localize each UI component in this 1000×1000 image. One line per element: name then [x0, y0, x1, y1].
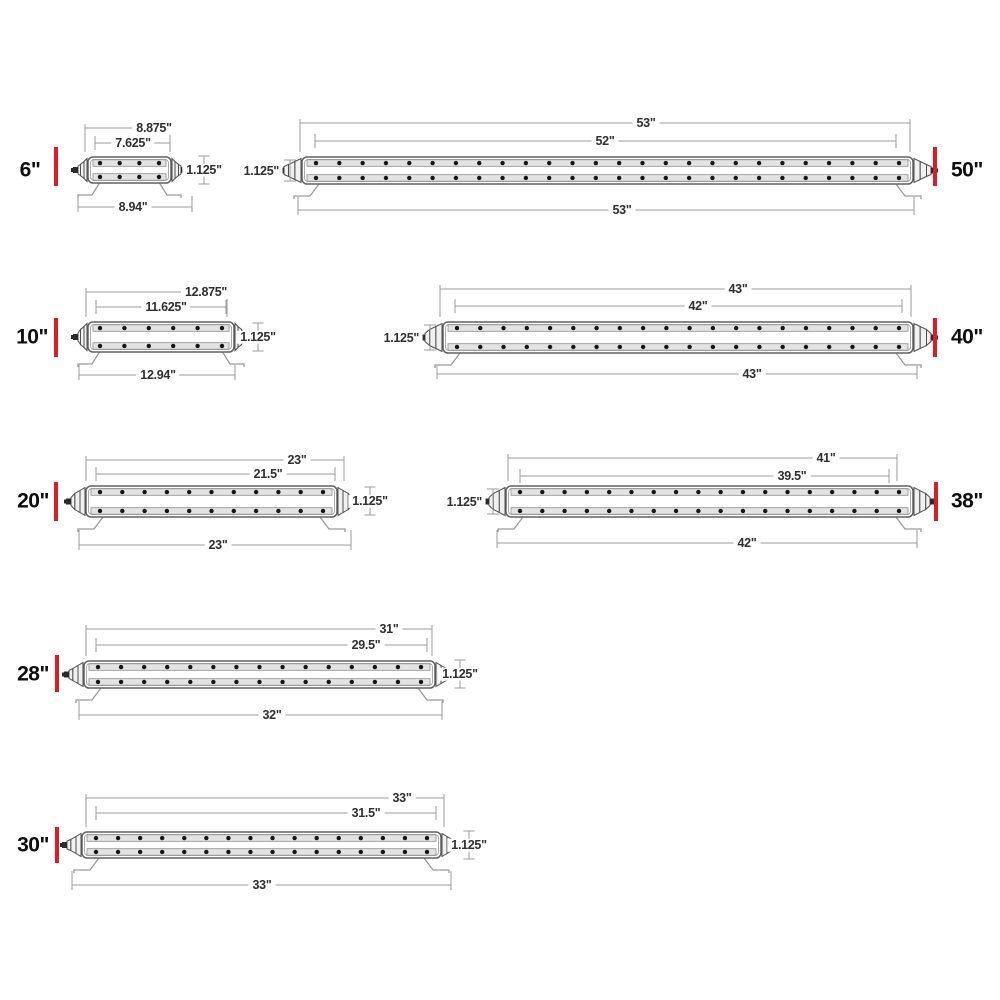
red-accent-tick: [55, 655, 59, 692]
dimension-label-top: 23": [284, 454, 311, 467]
dimension-label-inner: 7.625": [111, 137, 154, 150]
dimension-label-inner: 39.5": [774, 470, 811, 483]
dimension-label-height: 1.125": [348, 495, 391, 508]
bar-assembly-20: [64, 456, 376, 550]
size-label: 28": [17, 662, 49, 686]
size-label: 50": [951, 158, 983, 182]
size-label: 10": [16, 325, 48, 349]
dimension-label-top: 31": [376, 623, 403, 636]
size-label: 30": [17, 833, 49, 857]
dimension-label-bottom: 8.94": [115, 201, 152, 214]
dimension-label-height: 1.125": [380, 331, 423, 344]
dimension-label-inner: 31.5": [348, 807, 385, 820]
dimension-label-top: 53": [633, 117, 660, 130]
bar-assembly-40: [418, 285, 938, 379]
dimension-label-height: 1.125": [182, 164, 225, 177]
dimension-label-inner: 52": [592, 135, 619, 148]
bar-assembly-38: [482, 454, 937, 548]
dimension-label-bottom: 53": [609, 204, 636, 217]
red-accent-tick: [933, 147, 937, 186]
dimension-label-top: 33": [389, 792, 416, 805]
lightbar-drawing: [64, 486, 359, 532]
red-accent-tick: [934, 482, 938, 521]
red-accent-tick: [55, 827, 59, 863]
dimension-label-inner: 21.5": [250, 468, 287, 481]
size-label: 38": [951, 489, 983, 513]
lightbar-drawing: [482, 486, 937, 532]
dimension-label-bottom: 23": [205, 539, 232, 552]
lightbar-drawing: [62, 661, 457, 703]
size-label: 6": [19, 158, 41, 182]
dimension-label-top: 43": [725, 283, 752, 296]
dimension-label-inner: 42": [685, 300, 712, 313]
lightbar-drawing: [71, 322, 251, 367]
red-accent-tick: [54, 482, 58, 521]
dimension-label-bottom: 43": [739, 368, 766, 381]
red-accent-tick: [54, 318, 58, 357]
dimension-label-bottom: 12.94": [136, 369, 179, 382]
red-accent-tick: [933, 318, 937, 357]
bar-assembly-30: [60, 794, 475, 890]
lightbar-drawing: [277, 157, 938, 199]
lightbar-drawing: [71, 157, 188, 198]
dimension-label-height: 1.125": [443, 495, 486, 508]
dimension-label-inner: 29.5": [348, 639, 385, 652]
size-label: 40": [951, 325, 983, 349]
size-label: 20": [17, 489, 49, 513]
dimension-label-height: 1.125": [438, 668, 481, 681]
dimension-label-height: 1.125": [236, 331, 279, 344]
lightbar-drawing: [418, 322, 938, 368]
dimension-label-top: 8.875": [132, 122, 175, 135]
dimension-label-bottom: 32": [259, 709, 286, 722]
dimension-label-height: 1.125": [447, 839, 490, 852]
dimension-label-top: 12.875": [181, 286, 231, 299]
dimension-label-top: 41": [813, 452, 840, 465]
red-accent-tick: [54, 147, 58, 186]
lightbar-drawing: [60, 832, 463, 873]
dimension-label-height: 1.125": [240, 164, 283, 177]
bar-assembly-28: [62, 625, 466, 720]
dimension-label-inner: 11.625": [141, 301, 190, 314]
dimension-label-bottom: 33": [249, 879, 276, 892]
dimension-label-bottom: 42": [734, 537, 761, 550]
